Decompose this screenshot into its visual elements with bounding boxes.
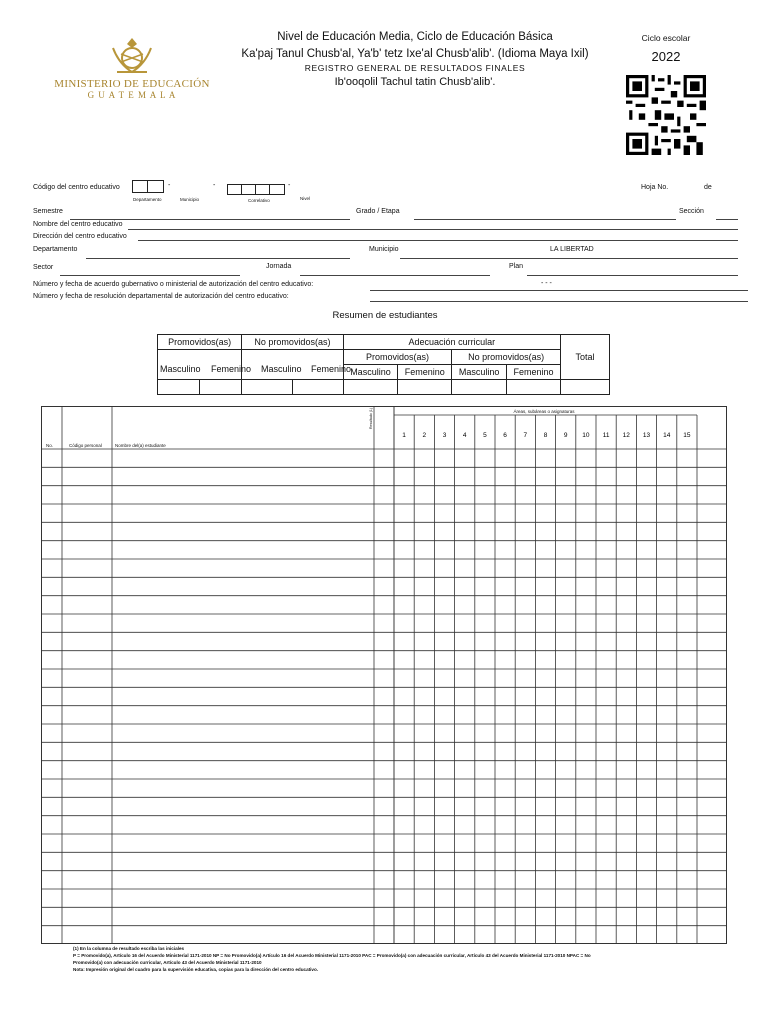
subject-column-number: 7 [523, 432, 528, 439]
sector-label: Sector [33, 264, 54, 271]
summary-np-femenino: Femenino [311, 364, 352, 374]
summary-promovidos: Promovidos(as) [158, 335, 242, 350]
departamento-value: LA LIBERTAD [550, 246, 594, 253]
semestre-label: Semestre [33, 208, 63, 215]
municipio-hint: Municipio [180, 197, 200, 202]
student-grid-lines [41, 406, 727, 944]
footer-note4: Nota: Impresión original del cuadro para la supervisión educativa, copias para la dirección del centro educativo. [73, 967, 319, 972]
summary-p-femenino: Femenino [211, 364, 252, 374]
jornada-label: Jornada [266, 263, 292, 270]
subject-column-number: 15 [683, 432, 691, 439]
grado-line[interactable] [414, 219, 676, 220]
codigo-correlativo-box[interactable] [227, 184, 285, 195]
subject-column-number: 5 [483, 432, 487, 439]
subject-column-number: 2 [422, 432, 427, 439]
codigo-label: Código del centro educativo [33, 184, 120, 191]
direccion-centro-line[interactable] [138, 240, 738, 241]
col-codigo-header: Código personal [69, 443, 102, 448]
qr-code-icon [626, 75, 706, 155]
dash-1: - [168, 182, 171, 189]
acuerdo-label: Número y fecha de acuerdo gubernativo o ministerial de autorización del centro educativo: [33, 281, 314, 288]
header-line4: Ib'ooqolil Tachul tatin Chusb'alib'. [334, 76, 496, 88]
nivel-hint: Nivel [300, 196, 311, 201]
subject-column-number: 14 [663, 432, 671, 439]
cycle-label: Ciclo escolar [641, 33, 691, 43]
direccion-centro-label: Dirección del centro educativo [33, 233, 127, 240]
subject-column-number: 9 [563, 432, 568, 439]
col-resultado-header: Resultado (1) [369, 407, 373, 429]
col-no-header: No. [46, 443, 54, 448]
logo-line1: MINISTERIO DE EDUCACIÓN [54, 78, 210, 90]
col-nombre-header: Nombre del(a) estudiante [115, 443, 166, 448]
plan-line[interactable] [527, 275, 738, 276]
summary-title: Resumen de estudiantes [332, 310, 438, 321]
dash-3: - [288, 182, 291, 189]
summary-ac-no-promovidos: No promovidos(as) [452, 350, 561, 365]
departamento-label: Departamento [33, 246, 78, 253]
departamento-hint: Departamento [133, 197, 162, 202]
cycle-year: 2022 [651, 49, 681, 64]
de-label: de [704, 184, 712, 191]
summary-ac-np-masculino: Masculino [452, 365, 507, 380]
ministry-logo [52, 34, 212, 104]
acuerdo-value: - - - [541, 280, 552, 287]
summary-ac-p-femenino: Femenino [398, 365, 452, 380]
sector-line[interactable] [60, 275, 240, 276]
summary-total: Total [561, 335, 610, 380]
hoja-label: Hoja No. [641, 184, 669, 191]
summary-no-promovidos: No promovidos(as) [242, 335, 343, 350]
municipio-label: Municipio [369, 246, 399, 253]
subject-column-number: 13 [642, 432, 651, 439]
subject-column-number: 10 [582, 432, 590, 439]
nombre-centro-label: Nombre del centro educativo [33, 221, 123, 228]
summary-np-masculino: Masculino [261, 364, 302, 374]
footer-note1: (1) En la columna de resultado escriba las iniciales [73, 946, 185, 951]
summary-ac-np-femenino: Femenino [506, 365, 560, 380]
grado-label: Grado / Etapa [356, 208, 400, 215]
acuerdo-line[interactable] [370, 290, 748, 291]
subject-column-number: 3 [442, 432, 447, 439]
summary-ac-p-masculino: Masculino [343, 365, 398, 380]
correlativo-hint: Correlativo [248, 198, 270, 203]
subject-column-number: 8 [543, 432, 548, 439]
nombre-centro-line[interactable] [128, 229, 738, 230]
summary-p-masculino: Masculino [160, 364, 201, 374]
codigo-dept-box[interactable] [132, 180, 164, 193]
areas-label: Áreas, subáreas o asignaturas [513, 409, 575, 414]
subject-column-number: 12 [622, 432, 630, 439]
footer-note2: P = Promovido(a), Artículo 16 del Acuerdo Ministerial 1171-2010 NP = No Promovido(a) Artículo 16 del Acuerdo Ministerial 1171-2010 PAC = Promovido(a) con adecuación curricular, Artículo 43 del Acuerdo Ministerial 1171-2010 NPAC = No [73, 953, 591, 958]
summary-ac-promovidos: Promovidos(as) [343, 350, 452, 365]
subject-column-number: 4 [462, 432, 467, 439]
logo-line2: G U A T E M A L A [87, 90, 177, 100]
subject-column-number: 6 [503, 432, 507, 439]
municipio-line[interactable] [400, 258, 738, 259]
jornada-line[interactable] [300, 275, 490, 276]
subject-column-number: 11 [602, 432, 610, 439]
summary-adecuacion: Adecuación curricular [343, 335, 560, 350]
header-line2: Ka'paj Tanul Chusb'al, Ya'b' tetz Ixe'al Chusb'alib'. (Idioma Maya Ixil) [241, 48, 589, 60]
dash-2: - [213, 182, 216, 189]
coat-of-arms-icon [107, 34, 157, 78]
plan-label: Plan [509, 263, 524, 270]
semestre-line[interactable] [70, 219, 350, 220]
seccion-label: Sección [679, 208, 704, 215]
footer-note3: Promovido(a) con adecuación curricular, Artículo 43 del Acuerdo Ministerial 1171-2010 [73, 960, 262, 965]
resolucion-line[interactable] [370, 301, 748, 302]
resolucion-label: Número y fecha de resolución departamental de autorización del centro educativo: [33, 293, 289, 300]
seccion-line[interactable] [716, 219, 738, 220]
header-line1: Nivel de Educación Media, Ciclo de Educación Básica [277, 31, 553, 43]
subject-column-number: 1 [402, 432, 406, 439]
header-line3: REGISTRO GENERAL DE RESULTADOS FINALES [304, 63, 526, 73]
departamento-line[interactable] [86, 258, 350, 259]
